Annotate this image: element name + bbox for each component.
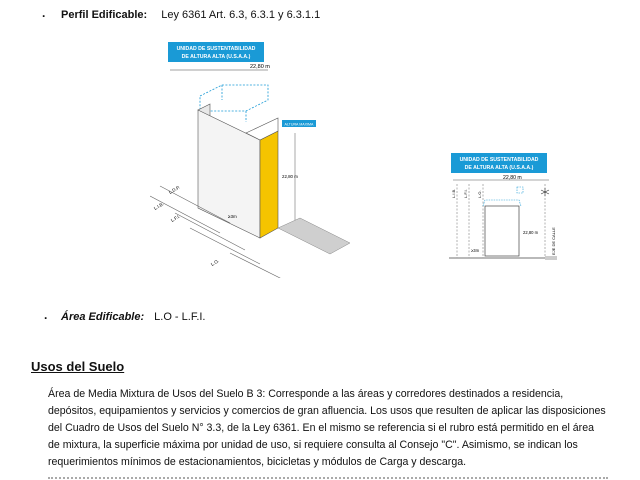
usos-paragraph [48,386,608,471]
perfil-edificable-line [61,9,320,21]
perfil-label: Perfil Edificable: [61,9,148,21]
height-top-side-label: 22,80 m [503,175,522,181]
usos-paragraph-text: Área de Media Mixtura de Usos del Suelo B 3: Corresponde a las áreas y corredores destinados a residencia, depósitos, equipamientos y servicios y comercios de gran afluencia. Los usos que resulten de aplicar las disposiciones del Cuadro de Usos del Suelo N° 3.3, de la Ley 6361. En el mismo se referencia si el rubro está permitido en el área de mixtura, la superficie máxima por unidad de uso, si requiere consulta al Consejo "C". Asimismo, se indican los requerimientos mínimos de estacionamientos, bicicletas y módulos de Carga y descarga. [48,388,606,468]
bullet: . [42,6,46,20]
yellow-facade [260,131,278,238]
ldp-label: L.D.P. [168,184,181,195]
usaa-banner-side-line1: UNIDAD DE SUSTENTABILIDAD [459,157,539,163]
tree-icon [541,188,549,196]
section-building [485,206,519,256]
sidewalk [278,218,350,254]
lib-side-label: L.I.B. [451,188,456,198]
usaa-banner-line2: DE ALTURA ALTA (U.S.A.A.) [181,54,251,60]
lo-label: L.O. [210,258,220,267]
height-side-label: 22,80 m [282,174,298,179]
building-volume [198,104,278,238]
perfil-corte-diagram [445,150,575,275]
lfi-side-label: L.F.I. [463,189,468,198]
depth-side-label: ≥3m [471,248,480,253]
perfil-value: Ley 6361 Art. 6.3, 6.3.1 y 6.3.1.1 [161,9,321,21]
usaa-banner-side-line2: DE ALTURA ALTA (U.S.A.A.) [464,165,534,171]
eje-calle-label: EJE DE CALLE [551,227,556,255]
bullet: . [44,308,48,322]
usaa-banner [168,42,264,62]
usos-del-suelo-title: Usos del Suelo [31,359,125,374]
perfil-edificable-3d-diagram [150,38,370,278]
lfi-label: L.F.I. [170,213,181,223]
height-side-side-label: 22,80 m [523,230,539,235]
area-edificable-line [61,311,206,323]
usaa-banner-line1: UNIDAD DE SUSTENTABILIDAD [176,46,256,52]
height-top-label: 22,80 m [250,64,270,70]
area-label: Área Edificable: [61,311,145,323]
altura-maxima-label: ALTURA MAXIMA [284,122,314,127]
depth-label: ≥3m [228,214,237,219]
area-value: L.O - L.F.I. [154,311,206,323]
cut-off-text-line [48,474,608,480]
lib-label: L.I.B. [153,201,165,211]
lo-side-label: L.O. [477,190,482,198]
